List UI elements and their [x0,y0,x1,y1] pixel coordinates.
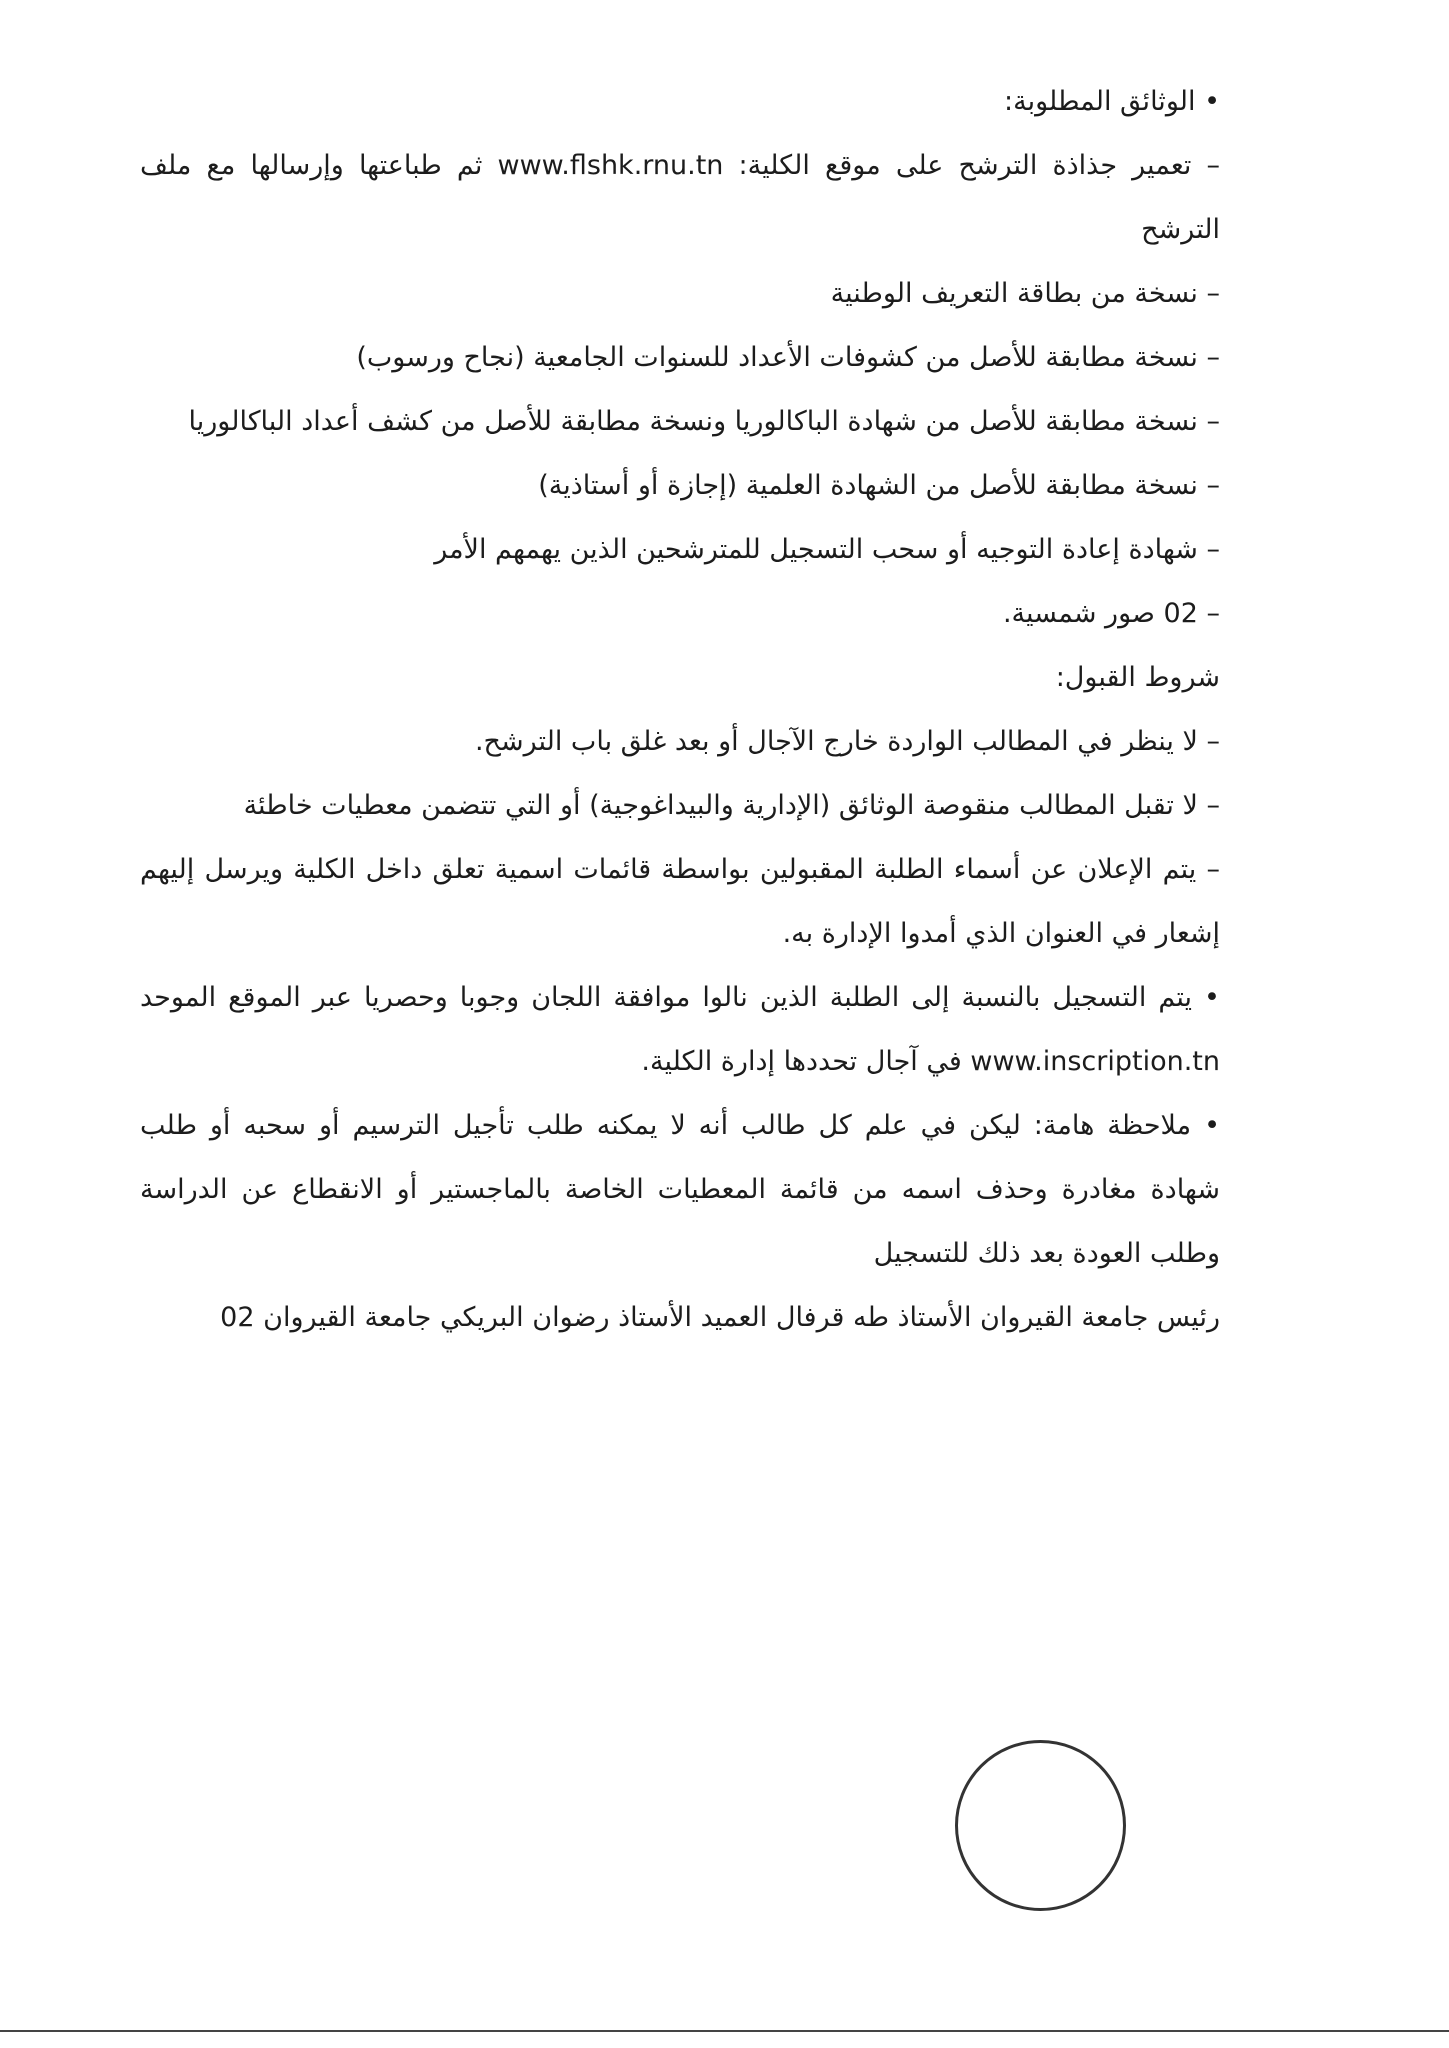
university-seal [955,1740,1126,1911]
document-text: • الوثائق المطلوبة: – تعمير جذاذة الترشح على موقع الكلية: www.flshk.rnu.tn ثم طباعتها وإرسالها مع ملف الترشح – نسخة من بطاقة التعريف الوطنية – نسخة مطابقة للأصل من كشوفات الأعداد للسنوات الجامعية (نجاح ورسوب) – نسخة مطابقة للأصل من شهادة الباكالوريا ونسخة مطابقة للأصل من كشف أعداد الباكالوريا – نسخة مطابقة للأصل من الشهادة العلمية (إجازة أو أستاذية) – شهادة إعادة التوجيه أو سحب التسجيل للمترشحين الذين يهمهم الأمر – 02 صور شمسية. شروط القبول: – لا ينظر في المطالب الواردة خارج الآجال أو بعد غلق باب الترشح. – لا تقبل المطالب منقوصة الوثائق (الإدارية والبيداغوجية) أو التي تتضمن معطيات خاطئة – يتم الإعلان عن أسماء الطلبة المقبولين بواسطة قائمات اسمية تعلق داخل الكلية ويرسل إليهم إشعار في العنوان الذي أمدوا الإدارة به. • يتم التسجيل بالنسبة إلى الطلبة الذين نالوا موافقة اللجان وجوبا وحصريا عبر الموقع الموحد www.inscription.tn في آجال تحددها إدارة الكلية. • ملاحظة هامة: ليكن في علم كل طالب أنه لا يمكنه طلب تأجيل الترسيم أو سحبه أو طلب شهادة مغادرة وحذف اسمه من قائمة المعطيات الخاصة بالماجستير أو الانقطاع عن الدراسة وطلب العودة بعد ذلك للتسجيل رئيس جامعة القيروان الأستاذ طه قرفال العميد الأستاذ رضوان البريكي جامعة القيروان 02 [140,86,1221,1333]
page-bottom-border [0,2030,1449,2032]
